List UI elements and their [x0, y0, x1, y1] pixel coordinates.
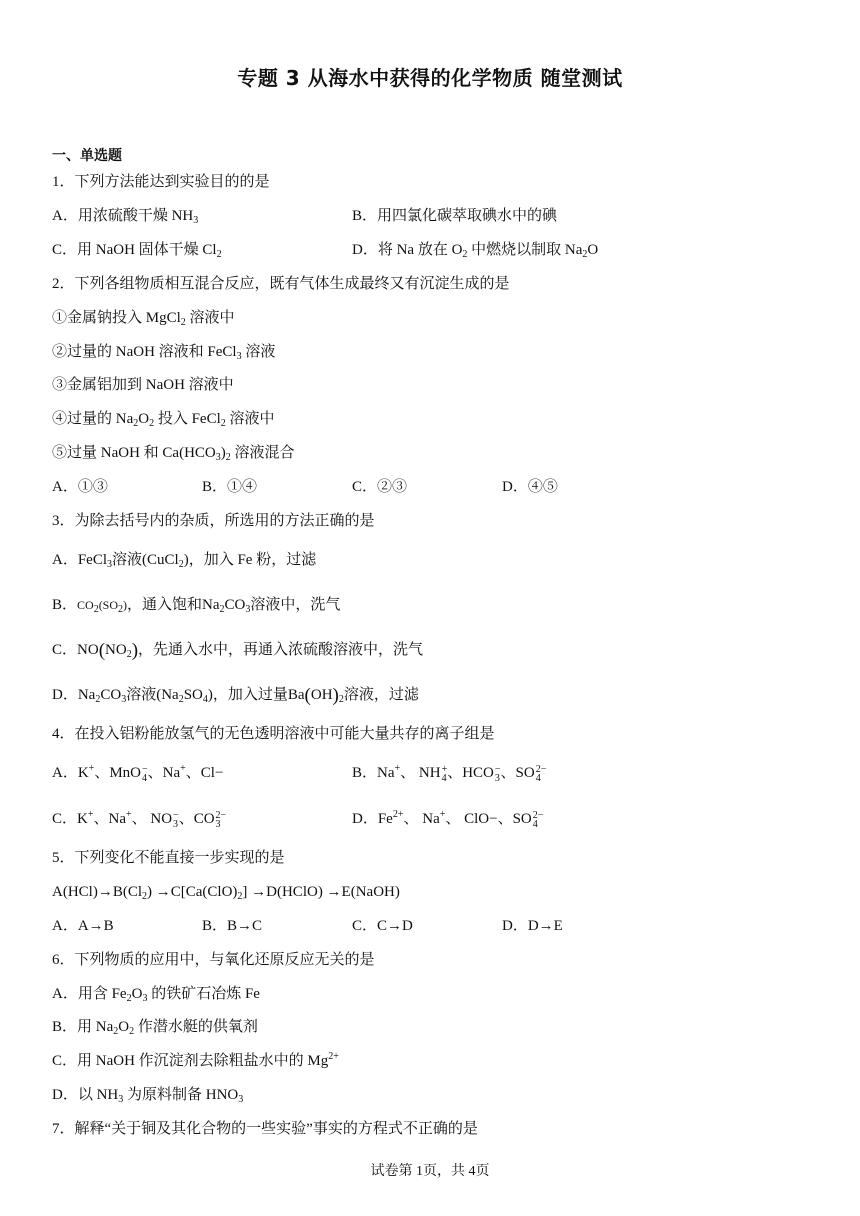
text: ): [123, 598, 128, 612]
q5-option-d: D．D→E: [502, 918, 563, 934]
subscript: 2: [133, 418, 139, 429]
text: ⑤过量 NaOH 和 Ca(HCO: [52, 445, 216, 461]
q4-option-c: [52, 809, 226, 829]
text: B．Na: [352, 765, 395, 781]
subscript: 2: [219, 604, 225, 615]
superscript: +: [125, 809, 132, 820]
text: Na: [202, 597, 220, 613]
text: SO: [183, 687, 203, 703]
text: 、Na: [147, 765, 181, 781]
text: 溶液(: [112, 552, 148, 568]
charge: 2−: [532, 809, 544, 821]
subscript: 2: [178, 559, 184, 570]
text: 投入 FeCl: [154, 411, 221, 427]
text: ，通入饱和: [127, 597, 203, 613]
text: Na: [161, 687, 179, 703]
q1-option-d: [352, 240, 598, 260]
q4-option-d: [352, 809, 543, 829]
superscript: 2+: [392, 809, 404, 820]
subscript: 3: [118, 1094, 124, 1105]
subscript: 2: [126, 993, 132, 1004]
subscript: 2: [126, 649, 132, 660]
question-6-stem: 6．下列物质的应用中，与氧化还原反应无关的是: [52, 952, 375, 968]
text: 、Cl−: [185, 765, 224, 781]
text: CO: [77, 598, 94, 612]
text: FeCl: [77, 552, 108, 568]
text: 溶液中，洗气: [250, 597, 341, 613]
q2-item-5: [52, 443, 295, 463]
subscript: 2: [129, 1026, 135, 1037]
text: 、 NO: [131, 811, 173, 827]
count: 3: [494, 772, 500, 784]
superscript: +: [439, 809, 446, 820]
q2-item-2: [52, 342, 275, 362]
question-4-stem: 4．在投入铝粉能放氢气的无色透明溶液中可能大量共存的离子组是: [52, 726, 495, 742]
text: 溶液中: [225, 411, 275, 427]
charge: −: [141, 763, 148, 775]
question-2-stem: 2．下列各组物质相互混合反应，既有气体生成最终又有沉淀生成的是: [52, 276, 510, 292]
q4-option-b: [352, 763, 546, 783]
superscript: +: [88, 763, 95, 774]
subscript: 3: [238, 1094, 244, 1105]
text: 的铁矿石冶炼 Fe: [147, 986, 260, 1002]
text: )，加入过量: [207, 687, 288, 703]
subscript: 2: [93, 604, 99, 615]
subscript: 2: [118, 604, 124, 615]
text: C．用 NaOH 作沉淀剂去除粗盐水中的 Mg: [52, 1053, 329, 1069]
text: 、Na: [93, 811, 126, 827]
charge: −: [173, 809, 179, 821]
q2-item-1: [52, 308, 235, 328]
subscript: 2: [225, 452, 231, 463]
text: C．: [52, 642, 78, 658]
text: OH: [310, 687, 333, 703]
subscript: 2: [338, 694, 344, 705]
subscript: 3: [121, 694, 127, 705]
text: ] →D(HClO) →E(NaOH): [242, 884, 400, 900]
text: O: [138, 411, 150, 427]
count: 3: [215, 818, 221, 830]
text: O: [131, 986, 143, 1002]
text: 中燃烧以制取 Na: [467, 242, 583, 258]
count: 4: [141, 772, 147, 784]
q3-option-a: [52, 550, 316, 570]
question-1-stem: 1．下列方法能达到实验目的的是: [52, 174, 270, 190]
text: B．用 Na: [52, 1019, 114, 1035]
text: A．用浓硫酸干燥 NH: [52, 208, 194, 224]
page-footer: 试卷第 1页，共 4页: [370, 1164, 490, 1179]
text: C．用 NaOH 固体干燥 Cl: [52, 242, 217, 258]
section-heading: 一、单选题: [52, 148, 122, 164]
count: 4: [441, 772, 447, 784]
text: NO: [105, 642, 127, 658]
text: 、 ClO−、SO: [445, 811, 532, 827]
charge: 2−: [535, 763, 547, 775]
q6-option-c: [52, 1051, 339, 1071]
q4-option-a: [52, 763, 223, 783]
paren: ): [332, 685, 339, 706]
text: CO: [100, 687, 122, 703]
subscript: 2: [220, 418, 226, 429]
question-7-stem: 7．解释“关于铜及其化合物的一些实验”事实的方程式不正确的是: [52, 1121, 478, 1137]
text: D．以 NH: [52, 1087, 119, 1103]
question-3-stem: 3．为除去括号内的杂质，所选用的方法正确的是: [52, 513, 375, 529]
q6-option-a: [52, 984, 260, 1004]
text: O: [587, 242, 599, 258]
subscript: 3: [245, 604, 251, 615]
text: ): [220, 445, 226, 461]
q5-reaction-chain: [52, 882, 400, 902]
q2-option-b: B．①④: [202, 479, 258, 495]
count: 4: [532, 818, 538, 830]
text: 、CO: [178, 811, 215, 827]
subscript: 2: [149, 418, 155, 429]
ion-charge-stack: [216, 811, 227, 829]
text: A．用含 Fe: [52, 986, 127, 1002]
text: 为原料制备 HNO: [123, 1087, 239, 1103]
q2-item-3: ③金属铝加到 NaOH 溶液中: [52, 377, 234, 393]
subscript: 2: [237, 891, 243, 902]
text: 、SO: [500, 765, 535, 781]
subscript: 3: [215, 452, 221, 463]
q2-option-c: C．②③: [352, 479, 408, 495]
text: ) →C[Ca(ClO): [147, 884, 238, 900]
text: 溶液: [241, 344, 276, 360]
subscript: 2: [178, 694, 184, 705]
text: 、 Na: [403, 811, 440, 827]
question-5-stem: 5．下列变化不能直接一步实现的是: [52, 850, 285, 866]
text: D．Fe: [352, 811, 393, 827]
text: Na: [77, 687, 96, 703]
q1-option-b: B．用四氯化碳萃取碘水中的碘: [352, 208, 558, 224]
ion-charge-stack: [533, 811, 544, 829]
q3-option-b: [52, 595, 340, 615]
charge: −: [494, 763, 501, 775]
subscript: 3: [236, 351, 242, 362]
text: 溶液(: [126, 687, 162, 703]
q2-option-a: A．①③: [52, 479, 108, 495]
text: A．K: [52, 765, 89, 781]
q5-option-b: B．B→C: [202, 918, 263, 934]
text: 、HCO: [447, 765, 494, 781]
text: ①金属钠投入 MgCl: [52, 310, 181, 326]
paren: (: [98, 640, 106, 661]
count: 4: [535, 772, 541, 784]
text: Ba: [287, 687, 305, 703]
page-title: 专题 3 从海水中获得的化学物质 随堂测试: [237, 66, 623, 90]
q3-option-d: [52, 685, 419, 706]
q5-option-a: A．A→B: [52, 918, 114, 934]
text: 作潜水艇的供氧剂: [134, 1019, 258, 1035]
q2-option-d: D．④⑤: [502, 479, 558, 495]
charge: 2−: [215, 809, 227, 821]
text: 、 NH: [400, 765, 441, 781]
subscript: 3: [193, 215, 199, 226]
text: CO: [224, 597, 246, 613]
count: 3: [173, 818, 179, 830]
subscript: 4: [202, 694, 208, 705]
q2-item-4: [52, 409, 275, 429]
text: O: [118, 1019, 130, 1035]
q6-option-b: [52, 1017, 258, 1037]
text: A(HCl)→B(Cl: [52, 884, 142, 900]
paren: (: [304, 685, 311, 706]
subscript: 3: [142, 993, 148, 1004]
subscript: 3: [107, 559, 113, 570]
q1-option-a: [52, 206, 198, 226]
subscript: 2: [462, 249, 468, 260]
ion-charge-stack: [536, 765, 547, 783]
text: D．: [52, 687, 78, 703]
text: ④过量的 Na: [52, 411, 134, 427]
subscript: 2: [113, 1026, 119, 1037]
subscript: 2: [95, 694, 101, 705]
text: D．将 Na 放在 O: [352, 242, 463, 258]
subscript: 2: [582, 249, 588, 260]
superscript: +: [87, 809, 94, 820]
text: A．: [52, 552, 78, 568]
text: ，先通入水中，再通入浓硫酸溶液中，洗气: [138, 642, 424, 658]
text: 溶液，过滤: [343, 687, 419, 703]
q3-option-c: [52, 640, 423, 661]
text: )，加入 Fe 粉，过滤: [183, 552, 317, 568]
charge: +: [441, 763, 448, 775]
superscript: +: [180, 763, 186, 774]
text: (SO: [98, 598, 119, 612]
subscript: 2: [180, 317, 186, 328]
q5-option-c: C．C→D: [352, 918, 413, 934]
paren: ): [131, 640, 139, 661]
q1-option-c: [52, 240, 222, 260]
superscript: 2+: [328, 1051, 339, 1062]
subscript: 2: [142, 891, 147, 902]
text: 溶液中: [185, 310, 235, 326]
text: CuCl: [147, 552, 179, 568]
text: NO: [77, 642, 99, 658]
text: C．K: [52, 811, 88, 827]
text: B．: [52, 597, 78, 613]
q6-option-d: [52, 1085, 243, 1105]
superscript: +: [394, 763, 401, 774]
text: 溶液混合: [230, 445, 295, 461]
text: 、MnO: [94, 765, 141, 781]
subscript: 2: [216, 249, 222, 260]
text: ②过量的 NaOH 溶液和 FeCl: [52, 344, 237, 360]
